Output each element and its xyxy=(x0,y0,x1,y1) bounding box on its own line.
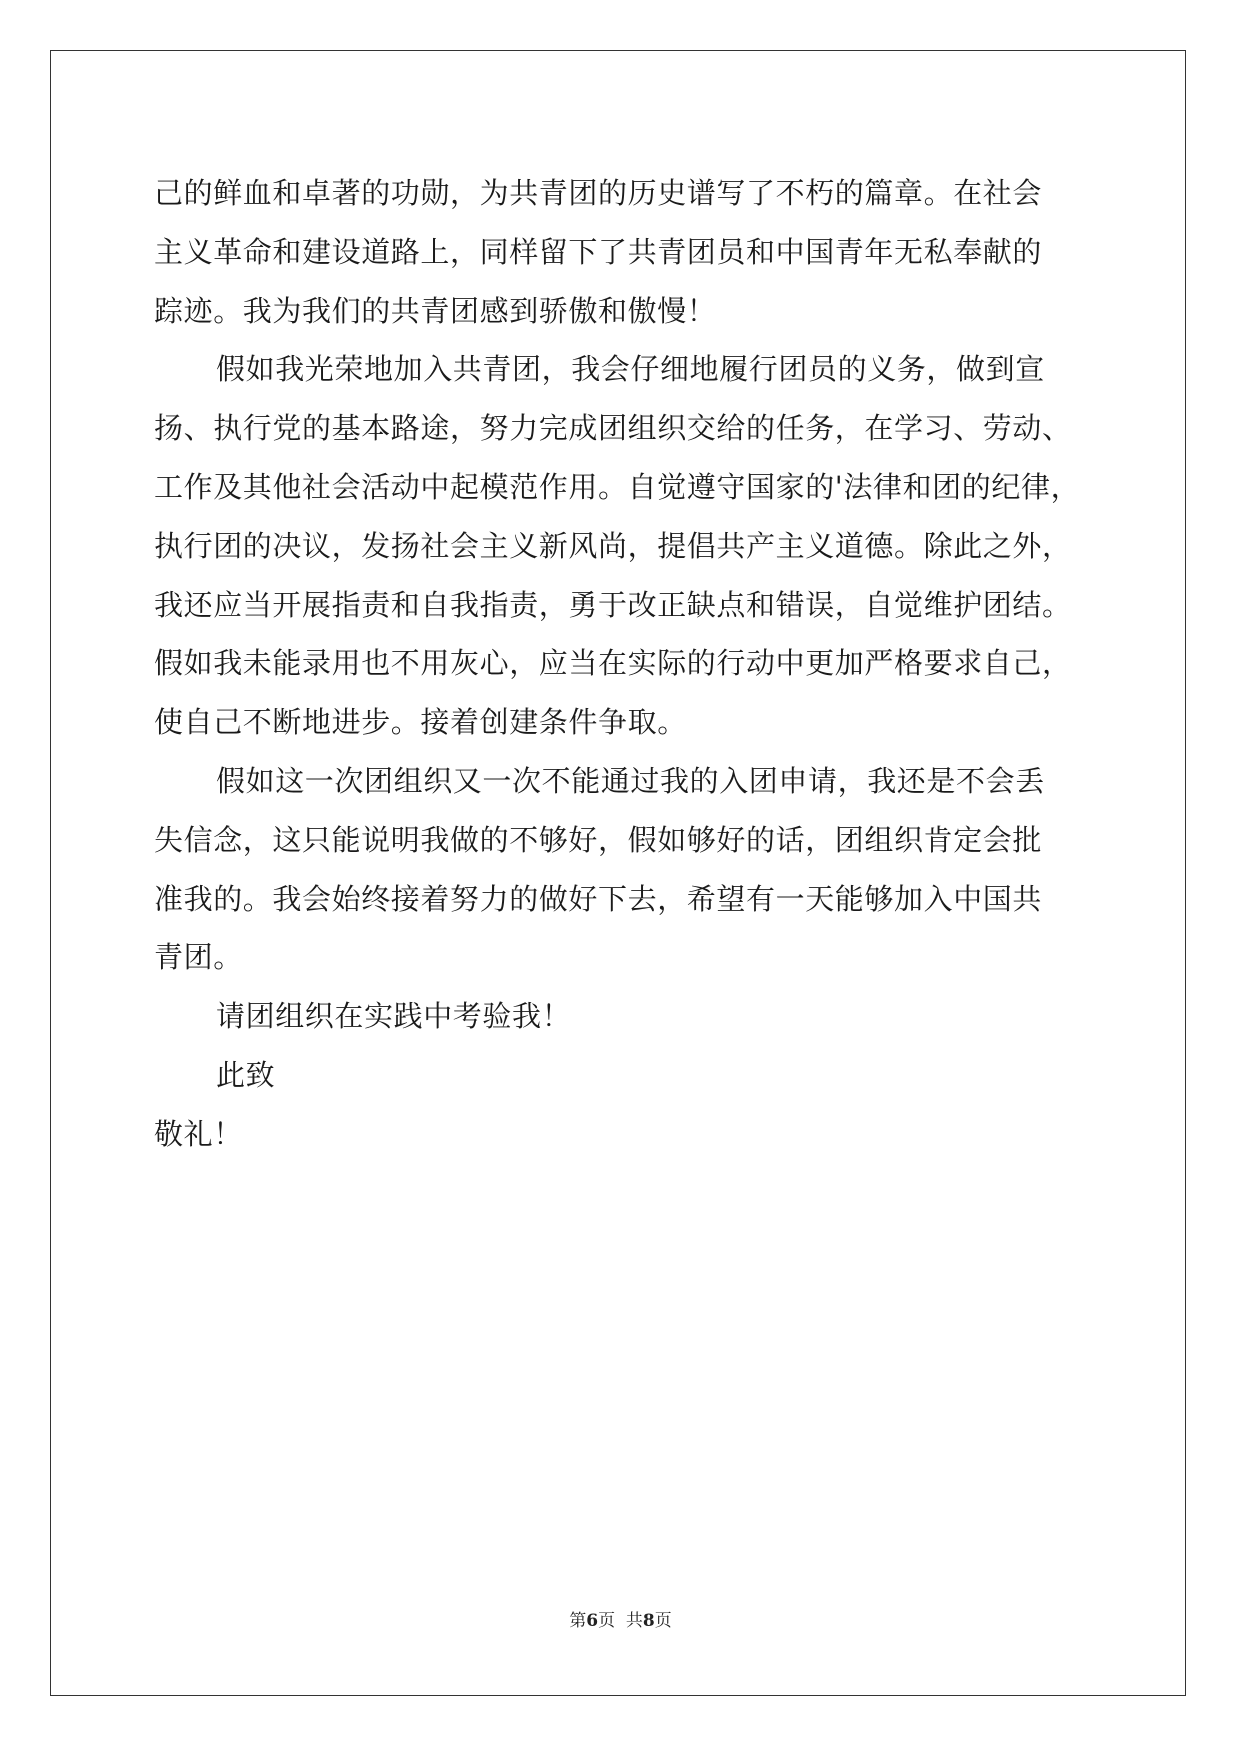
paragraph-start-line: 假如这一次团组织又一次不能通过我的入团申请，我还是不会丢 xyxy=(216,763,1045,798)
text-line: 扬、执行党的基本路途，努力完成团组织交给的任务，在学习、劳动、 xyxy=(154,411,1072,446)
text-line: 踪迹。我为我们的共青团感到骄傲和傲慢！ xyxy=(154,293,717,328)
text-line: 我还应当开展指责和自我指责，勇于改正缺点和错误，自觉维护团结。 xyxy=(154,587,1072,622)
text-line: 青团。 xyxy=(154,940,243,975)
text-line: 假如我未能录用也不用灰心，应当在实际的行动中更加严格要求自己， xyxy=(154,646,1072,681)
total-pages-number: 8 xyxy=(642,1611,655,1631)
salutation-line: 此致 xyxy=(216,1057,276,1092)
regards-line: 敬礼！ xyxy=(154,1116,243,1151)
text-line: 执行团的决议，发扬社会主义新风尚，提倡共产主义道德。除此之外， xyxy=(154,528,1072,563)
text-line: 工作及其他社会活动中起模范作用。自觉遵守国家的'法律和团的纪律， xyxy=(154,469,1081,504)
document-body xyxy=(154,164,1094,1164)
text-line: 使自己不断地进步。接着创建条件争取。 xyxy=(154,705,687,740)
footer-prefix: 第 xyxy=(569,1611,587,1631)
footer-suffix: 页 xyxy=(654,1611,672,1631)
text-line: 准我的。我会始终接着努力的做好下去，希望有一天能够加入中国共 xyxy=(154,881,1043,916)
closing-request-line: 请团组织在实践中考验我！ xyxy=(216,999,572,1034)
text-line: 主义革命和建设道路上，同样留下了共青团员和中国青年无私奉献的 xyxy=(154,234,1043,269)
current-page-number: 6 xyxy=(586,1611,599,1631)
paragraph-start-line: 假如我光荣地加入共青团，我会仔细地履行团员的义务，做到宣 xyxy=(216,352,1045,387)
text-line: 失信念，这只能说明我做的不够好，假如够好的话，团组织肯定会批 xyxy=(154,822,1043,857)
footer-mid: 页 共 xyxy=(598,1611,643,1631)
text-line: 己的鲜血和卓著的功勋，为共青团的历史谱写了不朽的篇章。在社会 xyxy=(154,176,1043,210)
page-footer xyxy=(0,1606,1241,1631)
